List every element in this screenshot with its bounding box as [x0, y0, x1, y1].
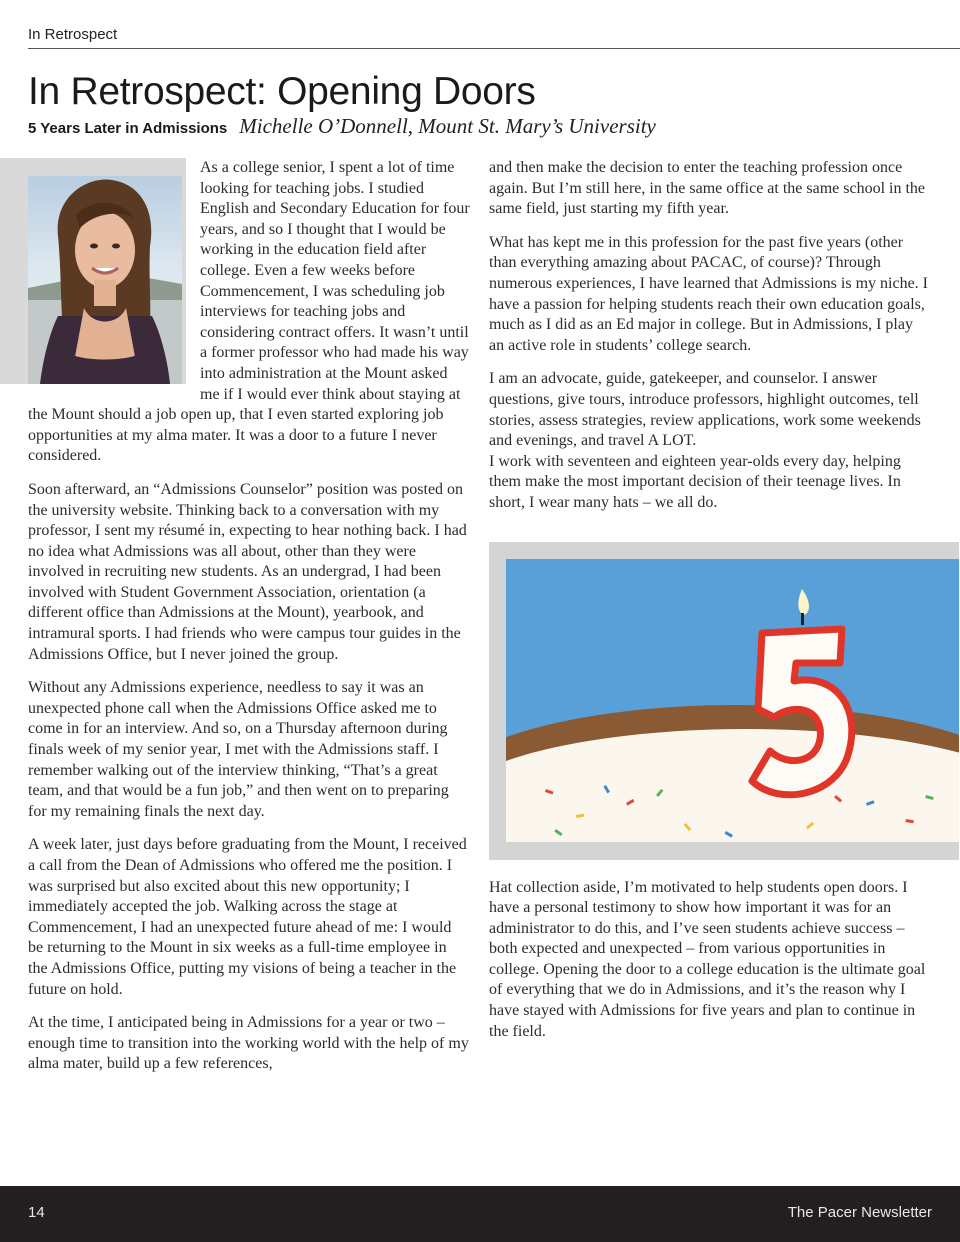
cake-photo	[506, 559, 959, 842]
page-title: In Retrospect: Opening Doors	[28, 70, 536, 113]
left-paragraph-4: A week later, just days before graduating from the Mount, I received a call from the Dean of Admissions who offered me the position. I was surprised but also excited about this new opportunity; I immediately accepted the job. Walking across the stage at Commencement, I had an unexpected future ahead of me: I would be returning to the Mount in six weeks as a full-time employee in the Admissions Office, putting my visions of being a teacher in the future on hold.	[28, 836, 467, 998]
right-paragraph-4: I work with seventeen and eighteen year-olds every day, helping them make the most important decision of their teenage lives. In short, I wear many hats – we all do.	[489, 452, 901, 511]
left-paragraph-5: At the time, I anticipated being in Admissions for a year or two – enough time to transition into the working world with the help of my alma mater, build up a few references,	[28, 1014, 469, 1073]
page-footer	[0, 1186, 960, 1242]
cake-frame	[489, 542, 959, 860]
author-byline: Michelle O’Donnell, Mount St. Mary’s University	[239, 114, 656, 138]
left-paragraph-1: As a college senior, I spent a lot of time looking for teaching jobs. I studied English and Secondary Education for four years, and so I thought that I would be working in the education field after college. Even a few weeks before Commencement, I was scheduling job interviews for teaching jobs and considering contract offers. It wasn’t until a former professor who had made his way into administration at the Mount asked me if I would ever think about staying at the Mount should a job open up, that I even started exploring job opportunities at my alma mater. It was a door to a future I never considered.	[28, 159, 470, 465]
article-column-right	[489, 158, 930, 1055]
section-label: In Retrospect	[28, 26, 118, 43]
right-paragraph-3: I am an advocate, guide, gatekeeper, and counselor. I answer questions, give tours, introduce professors, highlight outcomes, tell stories, assess strategies, review applications, work some weekends and evenings, and travel A LOT.	[489, 370, 921, 450]
article-subtitle: 5 Years Later in Admissions	[28, 120, 228, 137]
left-paragraph-3: Without any Admissions experience, needless to say it was an unexpected phone call when the Admissions Office asked me to come in for an interview. And so, on a Thursday afternoon during finals week of my senior year, I met with the Admissions staff. I remember walking out of the interview thinking, “That’s a great team, and that would be a fun job,” and then went on to preparing for my remaining finals the next day.	[28, 679, 449, 820]
left-paragraph-2: Soon afterward, an “Admissions Counselor” position was posted on the university website. Thinking back to a conversation with my professor, I sent my résumé in, expecting to hear nothing back. I had no idea what Admissions was all about, other than they were involved in recruiting new students. As an undergrad, I had been involved with Student Government Association, orientation (a different office than Admissions at the Mount), yearbook, and intramural sports. I had friends who were campus tour guides in the Admissions Office, but I never joined the group.	[28, 480, 467, 663]
header-divider	[28, 48, 960, 49]
right-paragraph-1: and then make the decision to enter the teaching profession once again. But I’m still here, in the same office at the same school in the same field, just starting my fifth year.	[489, 159, 926, 218]
portrait-photo	[28, 176, 182, 384]
portrait-frame	[0, 158, 186, 384]
subtitle-row	[28, 114, 656, 139]
right-paragraph-2: What has kept me in this profession for the past five years (other than everything amazing about PACAC, of course)? Through numerous experiences, I have learned that Admissions is my niche. I have a passion for helping students reach their own education goals, much as I did as an Ed major in college. But in Admissions, I play an active role in students’ college search.	[489, 233, 928, 354]
article-column-left	[28, 158, 470, 1088]
newsletter-name: The Pacer Newsletter	[787, 1204, 932, 1221]
page-number: 14	[28, 1204, 45, 1221]
portrait-illustration	[28, 176, 182, 384]
right-paragraph-5: Hat collection aside, I’m motivated to help students open doors. I have a personal testimony to show how important it was for an administrator to do this, and I’ve seen students achieve success – both expected and unexpected – from various opportunities in college. Opening the door to a college education is the ultimate goal of everything that we do in Admissions, and it’s the reason why I have stayed with Admissions for five years and plan to continue in the field.	[489, 878, 926, 1040]
cake-illustration	[506, 559, 959, 842]
